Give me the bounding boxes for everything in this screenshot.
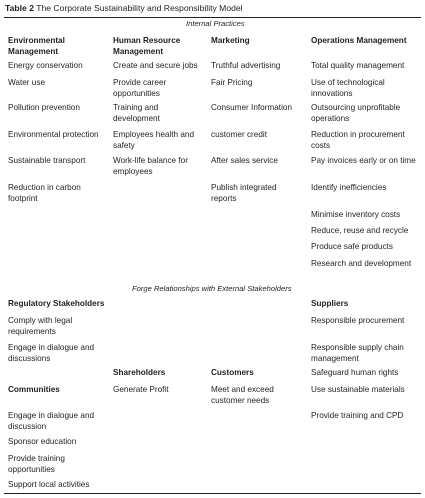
cell-line: employees bbox=[113, 166, 153, 176]
cell-line: Reduction in carbon bbox=[8, 183, 81, 192]
cell-line: Use of technological bbox=[311, 78, 385, 87]
cell-suppliers: Use sustainable materials bbox=[311, 385, 405, 394]
cell-marketing: customer credit bbox=[211, 130, 267, 139]
cell-shareholders: Generate Profit bbox=[113, 385, 169, 394]
cell-ops: Pay invoices early or on time bbox=[311, 156, 416, 165]
cell-line: Provide training bbox=[8, 454, 65, 463]
cell-ops bbox=[311, 103, 400, 124]
cell-hr bbox=[113, 156, 188, 177]
header-communities: Communities bbox=[8, 385, 60, 394]
header-customers: Customers bbox=[211, 368, 254, 377]
cell-line: requirements bbox=[8, 326, 56, 336]
cell-line: innovations bbox=[311, 88, 353, 98]
header-line: Management bbox=[8, 46, 59, 56]
cell-line: safety bbox=[113, 140, 135, 150]
header-marketing: Marketing bbox=[211, 36, 250, 45]
cell-ops: Produce safe products bbox=[311, 242, 393, 251]
external-section-title: Forge Relationships with External Stakeholders bbox=[132, 284, 292, 293]
table-caption: The Corporate Sustainability and Responsibility Model bbox=[36, 3, 243, 13]
cell-ops: Research and development bbox=[311, 259, 412, 268]
cell-line: discussions bbox=[8, 353, 51, 363]
cell-line: operations bbox=[311, 113, 350, 123]
top-rule bbox=[4, 17, 421, 18]
cell-line: opportunities bbox=[8, 464, 55, 474]
cell-env bbox=[8, 183, 81, 204]
cell-line: Meet and exceed bbox=[211, 385, 274, 394]
cell-line: development bbox=[113, 113, 160, 123]
cell-marketing bbox=[211, 183, 277, 204]
header-regulatory: Regulatory Stakeholders bbox=[8, 299, 105, 308]
cell-line: Employees health and bbox=[113, 130, 195, 139]
header-human-resource bbox=[113, 36, 180, 57]
cell-line: Reduction in procurement bbox=[311, 130, 405, 139]
cell-communities bbox=[8, 411, 94, 432]
internal-section-title: Internal Practices bbox=[186, 19, 245, 28]
cell-line: Publish integrated bbox=[211, 183, 277, 192]
cell-line: discussion bbox=[8, 421, 47, 431]
cell-line: Training and bbox=[113, 103, 159, 112]
cell-line: management bbox=[311, 353, 359, 363]
cell-marketing: Fair Pricing bbox=[211, 78, 253, 87]
cell-line: Engage in dialogue and bbox=[8, 411, 95, 420]
header-line: Environmental bbox=[8, 36, 65, 45]
table-label: Table 2 bbox=[5, 3, 34, 13]
bottom-rule bbox=[4, 493, 421, 494]
cell-communities: Support local activities bbox=[8, 480, 90, 489]
cell-hr bbox=[113, 78, 166, 99]
cell-suppliers bbox=[311, 343, 404, 364]
table-title bbox=[5, 3, 243, 14]
cell-line: costs bbox=[311, 140, 331, 150]
cell-marketing: Truthful advertising bbox=[211, 61, 281, 70]
header-suppliers: Suppliers bbox=[311, 299, 349, 308]
cell-ops bbox=[311, 78, 385, 99]
header-environmental bbox=[8, 36, 65, 57]
cell-customers bbox=[211, 385, 274, 406]
cell-regulatory bbox=[8, 343, 94, 364]
cell-communities: Sponsor education bbox=[8, 437, 77, 446]
cell-ops: Minimise inventory costs bbox=[311, 210, 401, 219]
cell-env: Pollution prevention bbox=[8, 103, 80, 112]
cell-suppliers: Responsible procurement bbox=[311, 316, 405, 325]
cell-suppliers: Safeguard human rights bbox=[311, 368, 399, 377]
cell-line: Outsourcing unprofitable bbox=[311, 103, 401, 112]
header-shareholders: Shareholders bbox=[113, 368, 166, 377]
cell-ops bbox=[311, 130, 405, 151]
cell-hr bbox=[113, 103, 160, 124]
cell-hr: Create and secure jobs bbox=[113, 61, 198, 70]
cell-env: Water use bbox=[8, 78, 46, 87]
header-line: Management bbox=[113, 46, 164, 56]
cell-regulatory bbox=[8, 316, 72, 337]
cell-line: Comply with legal bbox=[8, 316, 73, 325]
cell-communities bbox=[8, 454, 65, 475]
cell-env: Environmental protection bbox=[8, 130, 99, 139]
header-line: Human Resource bbox=[113, 36, 181, 45]
cell-line: Responsible supply chain bbox=[311, 343, 404, 352]
cell-ops: Total quality management bbox=[311, 61, 405, 70]
cell-ops: Reduce, reuse and recycle bbox=[311, 226, 409, 235]
cell-line: Work-life balance for bbox=[113, 156, 188, 165]
cell-env: Energy conservation bbox=[8, 61, 83, 70]
cell-line: footprint bbox=[8, 193, 38, 203]
cell-env: Sustainable transport bbox=[8, 156, 86, 165]
cell-suppliers: Provide training and CPD bbox=[311, 411, 404, 420]
cell-ops: Identify inefficiencies bbox=[311, 183, 387, 192]
cell-line: reports bbox=[211, 193, 237, 203]
cell-marketing: After sales service bbox=[211, 156, 278, 165]
cell-line: customer needs bbox=[211, 395, 270, 405]
cell-line: opportunities bbox=[113, 88, 160, 98]
cell-hr bbox=[113, 130, 194, 151]
cell-line: Engage in dialogue and bbox=[8, 343, 95, 352]
cell-line: Provide career bbox=[113, 78, 167, 87]
header-operations: Operations Management bbox=[311, 36, 407, 45]
cell-marketing: Consumer Information bbox=[211, 103, 292, 112]
